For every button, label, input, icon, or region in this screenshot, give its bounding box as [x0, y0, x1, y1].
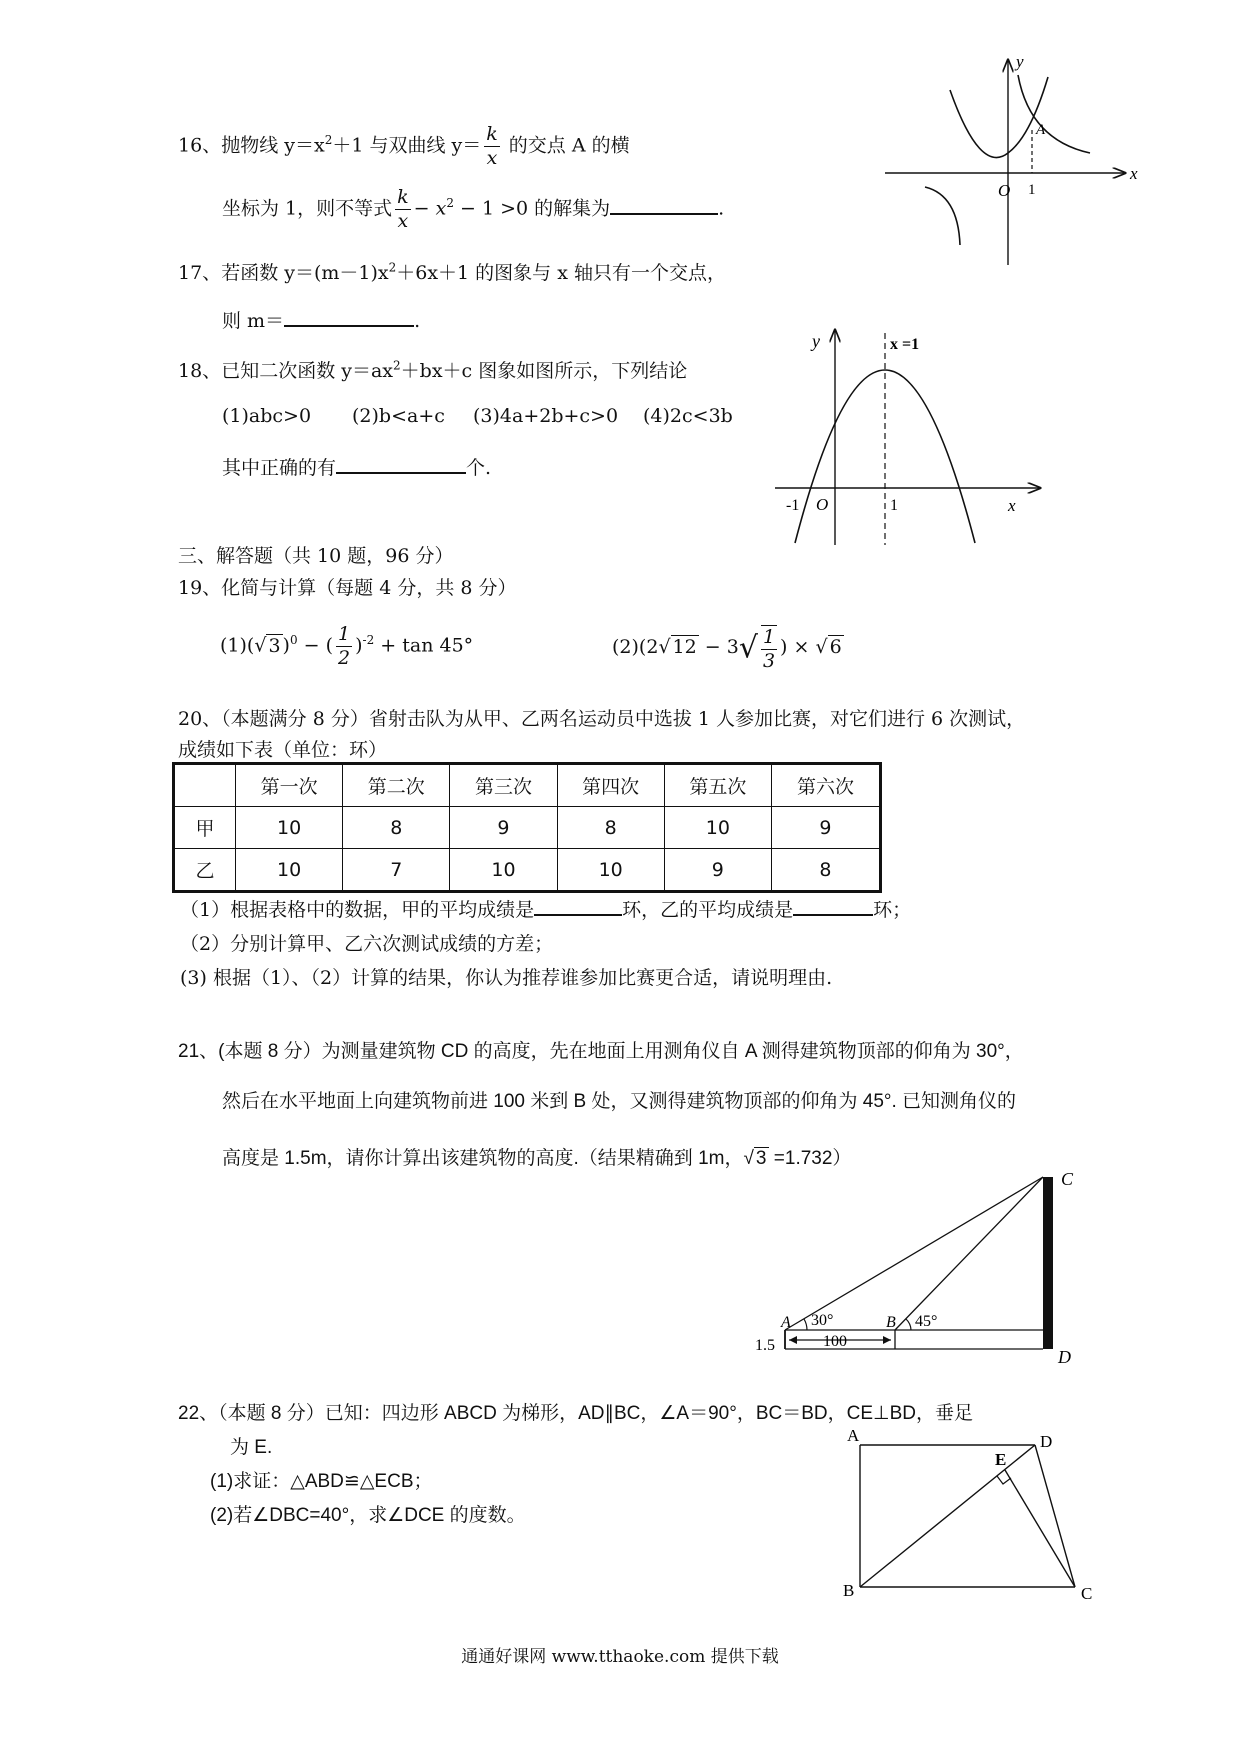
label-y: y [812, 331, 820, 351]
question-21-line-3: 高度是 1.5m，请你计算出该建筑物的高度.（结果精确到 1m，√ 3 =1.732） [222, 1148, 852, 1169]
sightline-b-to-c [895, 1177, 1043, 1330]
question-16-number: 16、 [178, 134, 222, 157]
sqrt-symbol: √ [254, 634, 267, 657]
arrow-left [789, 1336, 797, 1344]
label-one: 1 [890, 497, 898, 514]
fraction-one-third: $\frac{1}{3}$ [762, 626, 776, 672]
angle-arc-30 [804, 1319, 807, 1330]
label-a: A [1036, 122, 1046, 138]
label-a: A [847, 1426, 860, 1445]
parabola-curve [950, 77, 1048, 158]
table-cell [174, 764, 236, 807]
label-angle-30: 30° [811, 1312, 834, 1329]
option-1: (1)abc>0 [222, 405, 312, 427]
table-cell: 10 [236, 849, 343, 892]
table-row [174, 807, 881, 849]
table-cell: 10 [450, 849, 557, 892]
table-header-cell: 第三次 [450, 764, 557, 807]
answer-blank [534, 896, 622, 916]
figure-building-elevation [745, 1165, 1085, 1365]
sightline-a-to-c [785, 1177, 1043, 1330]
answer-blank [284, 307, 414, 327]
label-axis-x1: x =1 [890, 336, 920, 353]
arrow-right [883, 1336, 891, 1344]
sqrt-symbol: √ [738, 630, 758, 666]
label-height-1-5: 1.5 [755, 1337, 775, 1354]
question-19-title: 19、化简与计算（每题 4 分，共 8 分） [178, 577, 517, 599]
row-label: 乙 [174, 849, 236, 892]
question-22-line-2: 为 E. [230, 1437, 273, 1458]
label-one: 1 [1028, 182, 1036, 198]
table-cell: 10 [557, 849, 664, 892]
label-origin: O [998, 181, 1011, 200]
label-c: C [1081, 1584, 1093, 1603]
row-label: 甲 [174, 807, 236, 849]
question-22-sub-2: (2)若∠DBC=40°，求∠DCE 的度数。 [210, 1505, 526, 1526]
side-dc [1035, 1445, 1075, 1587]
table-cell: 8 [771, 849, 880, 892]
sqrt-symbol: √ [658, 636, 671, 658]
question-20-sub-3: (3) 根据（1）、（2）计算的结果，你认为推荐谁参加比赛更合适，请说明理由. [180, 967, 833, 989]
question-20-line-2: 成绩如下表（单位：环） [178, 739, 388, 761]
question-20-line-1: 20、（本题满分 8 分）省射击队为从甲、乙两名运动员中选拔 1 人参加比赛，对它们进行 6 次测试， [178, 708, 1026, 730]
answer-blank [336, 454, 466, 474]
label-e: E [995, 1450, 1007, 1469]
label-a: A [781, 1314, 791, 1331]
question-18-line-1: 18、已知二次函数 $y=ax^2+bx+c$ 图象如图所示，下列结论 [178, 358, 688, 382]
question-16-line-2: 坐标为 1，则不等式 $\frac{k}{x}$ − $x^2 - 1 >0$ 的解集为 . [222, 186, 725, 232]
label-y: y [1016, 55, 1024, 71]
label-b: B [843, 1581, 855, 1600]
question-17-line-1: 17、若函数 $y=(m-1)x^2+6x+1$ 的图象与 x 轴只有一个交点， [178, 260, 726, 284]
question-22-line-1: 22、（本题 8 分）已知：四边形 ABCD 为梯形，AD∥BC，∠A＝90°，BC＝BD，CE⊥BD，垂足 [178, 1403, 973, 1424]
question-19-part-2: (2)(2√ 12 − 3√ $\frac{1}{3}$ ) × √ 6 [612, 626, 842, 672]
question-18-line-3: 其中正确的有 个. [222, 453, 491, 480]
table-header-cell: 第一次 [236, 764, 343, 807]
answer-blank [610, 195, 718, 215]
table-cell: 9 [664, 849, 771, 892]
table-header-cell: 第二次 [343, 764, 450, 807]
hyperbola-branch-right [1018, 75, 1090, 153]
table-cell: 8 [557, 807, 664, 849]
option-4: (4)2c<3b [643, 405, 733, 427]
label-x: x [1008, 496, 1016, 515]
figure-parabola-hyperbola [880, 55, 1160, 270]
label-d: D [1058, 1347, 1071, 1365]
fraction-k-over-x: $\frac{k}{x}$ [486, 123, 498, 169]
label-minus-one: -1 [786, 497, 800, 514]
question-20-sub-2: （2）分别计算甲、乙六次测试成绩的方差； [180, 933, 554, 955]
question-21-line-1: 21、(本题 8 分）为测量建筑物 CD 的高度，先在地面上用测角仪自 A 测得建筑物顶部的仰角为 30°， [178, 1041, 1024, 1062]
building-cd [1043, 1177, 1053, 1349]
segment-ce [1005, 1470, 1075, 1587]
inequality-fraction: $\frac{k}{x}$ [397, 186, 409, 232]
fraction-one-half: $\frac{1}{2}$ [338, 623, 351, 669]
table-cell: 8 [343, 807, 450, 849]
sqrt-symbol: √ [743, 1148, 754, 1169]
page-footer: 通通好课网 www.tthaoke.com 提供下载 [461, 1647, 779, 1667]
label-origin: O [816, 495, 829, 514]
sqrt-symbol: √ [815, 636, 828, 658]
table-cell: 7 [343, 849, 450, 892]
table-header-cell: 第四次 [557, 764, 664, 807]
hyperbola-branch-left [925, 187, 960, 245]
label-distance-100: 100 [823, 1333, 847, 1350]
question-19-part-1: (1)(√ 3 )$^0$ − ( $\frac{1}{2}$ )$^{-2}$ + tan 45° [220, 623, 474, 669]
table-cell: 9 [771, 807, 880, 849]
question-17-line-2: 则 m＝ . [222, 306, 420, 333]
angle-arc-45 [906, 1319, 911, 1330]
label-b: B [886, 1314, 896, 1331]
table-header-cell: 第六次 [771, 764, 880, 807]
diagonal-bd [860, 1445, 1035, 1587]
label-angle-45: 45° [915, 1313, 938, 1330]
label-c: C [1061, 1169, 1074, 1189]
answer-blank [793, 896, 873, 916]
table-cell: 10 [664, 807, 771, 849]
question-18-options [222, 405, 311, 427]
question-16-line-1: 16、抛物线 $y=x^2+1$ 与双曲线 y＝ $\frac{k}{x}$ 的交点 A 的横 [178, 123, 630, 169]
label-x: x [1130, 164, 1138, 183]
table-header-cell: 第五次 [664, 764, 771, 807]
table-row [174, 849, 881, 892]
table-cell: 10 [236, 807, 343, 849]
option-3: (3)4a+2b+c>0 [473, 405, 619, 427]
question-22-sub-1: (1)求证：△ABD≌△ECB； [210, 1471, 433, 1492]
question-21-line-2: 然后在水平地面上向建筑物前进 100 米到 B 处，又测得建筑物顶部的仰角为 45°. 已知测角仪的 [222, 1091, 1017, 1112]
question-20-sub-1: （1）根据表格中的数据，甲的平均成绩是 环，乙的平均成绩是 环； [180, 895, 911, 922]
section-3-title: 三、解答题（共 10 题，96 分） [178, 545, 454, 567]
figure-quadratic [770, 325, 1045, 550]
score-table [172, 762, 882, 893]
option-2: (2)b<a+c [352, 405, 445, 427]
table-header-row [174, 764, 881, 807]
table-cell: 9 [450, 807, 557, 849]
figure-trapezoid [835, 1425, 1120, 1610]
label-d: D [1040, 1432, 1053, 1451]
